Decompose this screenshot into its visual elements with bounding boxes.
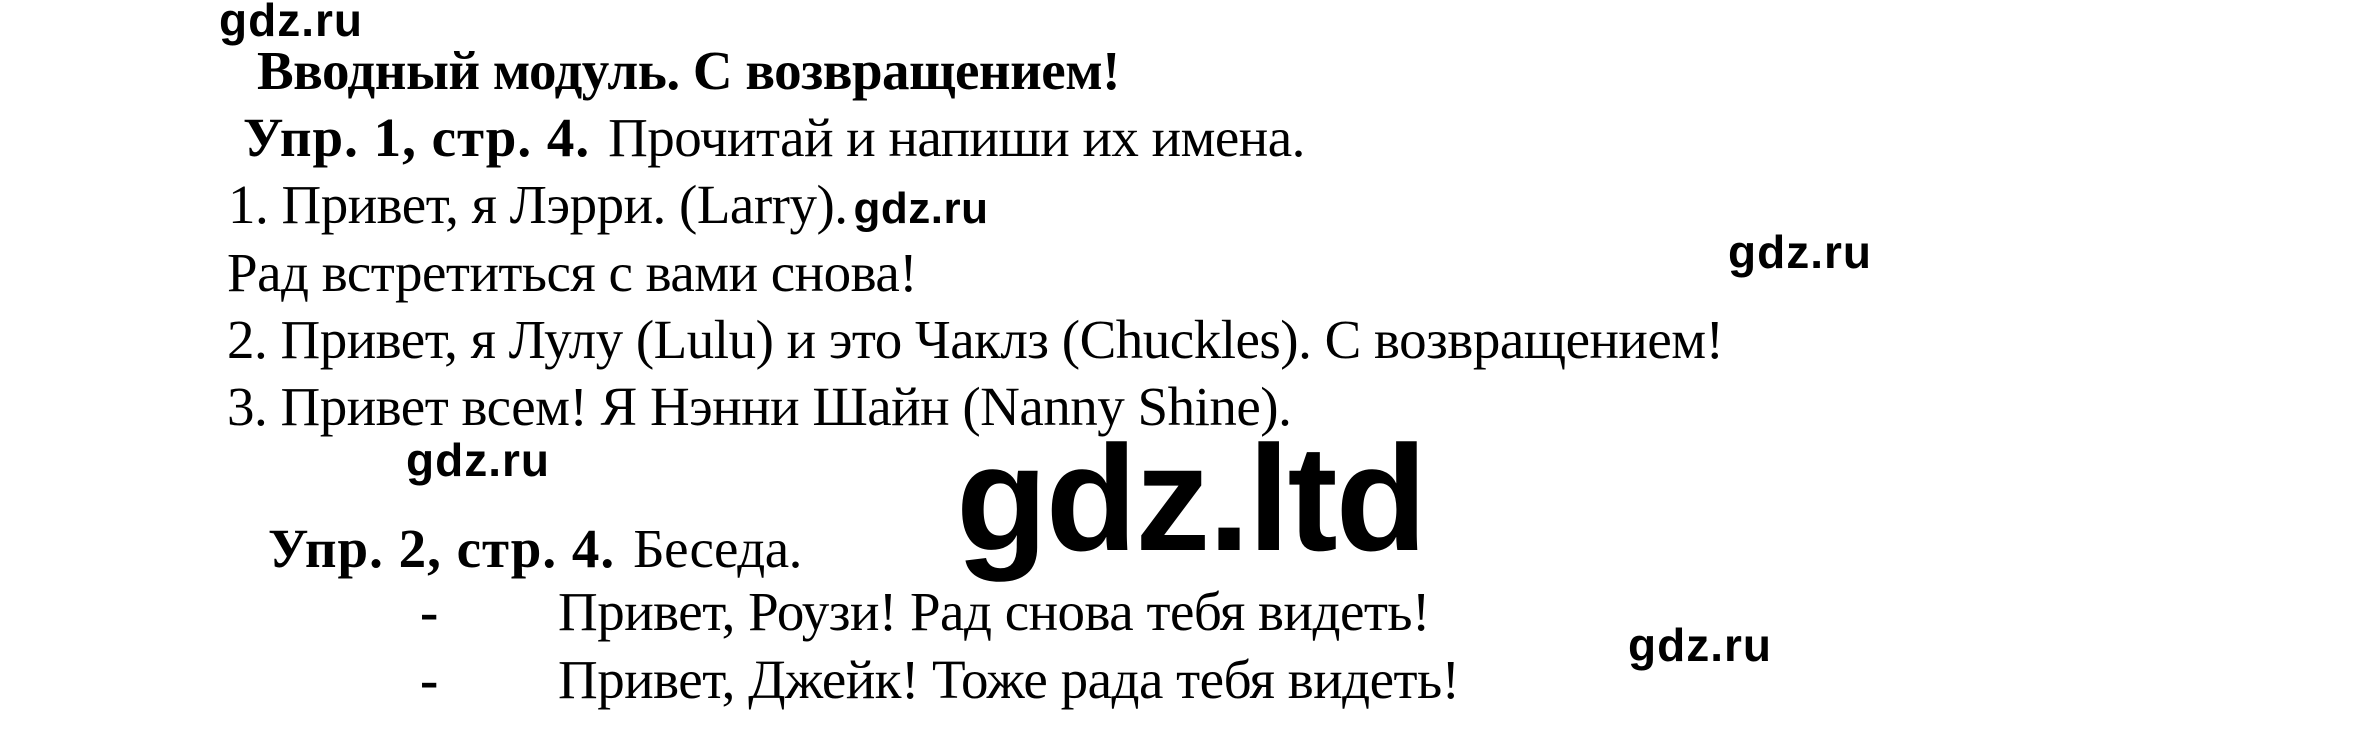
gdz-ru-watermark-right-upper: gdz.ru: [1728, 226, 1872, 278]
answer-line-2: Рад встретиться с вами снова!: [227, 242, 918, 303]
gdz-ru-watermark-right-lower: gdz.ru: [1628, 619, 1772, 671]
answer-line-3: 2. Привет, я Лулу (Lulu) и это Чаклз (Chuckles). С возвращением!: [227, 309, 1724, 370]
exercise-2-heading: [268, 518, 802, 579]
gdz-ru-watermark-inline: gdz.ru: [853, 184, 989, 233]
page-title: Вводный модуль. С возвращением!: [257, 40, 1120, 101]
answer-line-4: 3. Привет всем! Я Нэнни Шайн (Nanny Shine).: [227, 376, 1292, 437]
answer-line-1: [228, 174, 989, 236]
gdz-ru-watermark-left-mid: gdz.ru: [406, 434, 550, 486]
gdz-ru-logo-top-left: gdz.ru: [219, 0, 363, 46]
dialogue-1-dash: -: [420, 581, 439, 642]
answer-line-1-text: 1. Привет, я Лэрри. (Larry).: [228, 174, 848, 235]
dialogue-line-2: Привет, Джейк! Тоже рада тебя видеть!: [558, 649, 1460, 710]
dialogue-2-dash: -: [420, 649, 439, 710]
gdz-ltd-watermark-large: gdz.ltd: [956, 414, 1426, 582]
exercise-1-heading: [243, 107, 1305, 168]
exercise-2-label: Упр. 2, стр. 4.: [268, 518, 616, 579]
dialogue-line-1: Привет, Роузи! Рад снова тебя видеть!: [558, 581, 1430, 642]
exercise-1-task: Прочитай и напиши их имена.: [608, 107, 1305, 168]
exercise-2-task: Беседа.: [633, 518, 802, 579]
exercise-1-label: Упр. 1, стр. 4.: [243, 107, 591, 168]
